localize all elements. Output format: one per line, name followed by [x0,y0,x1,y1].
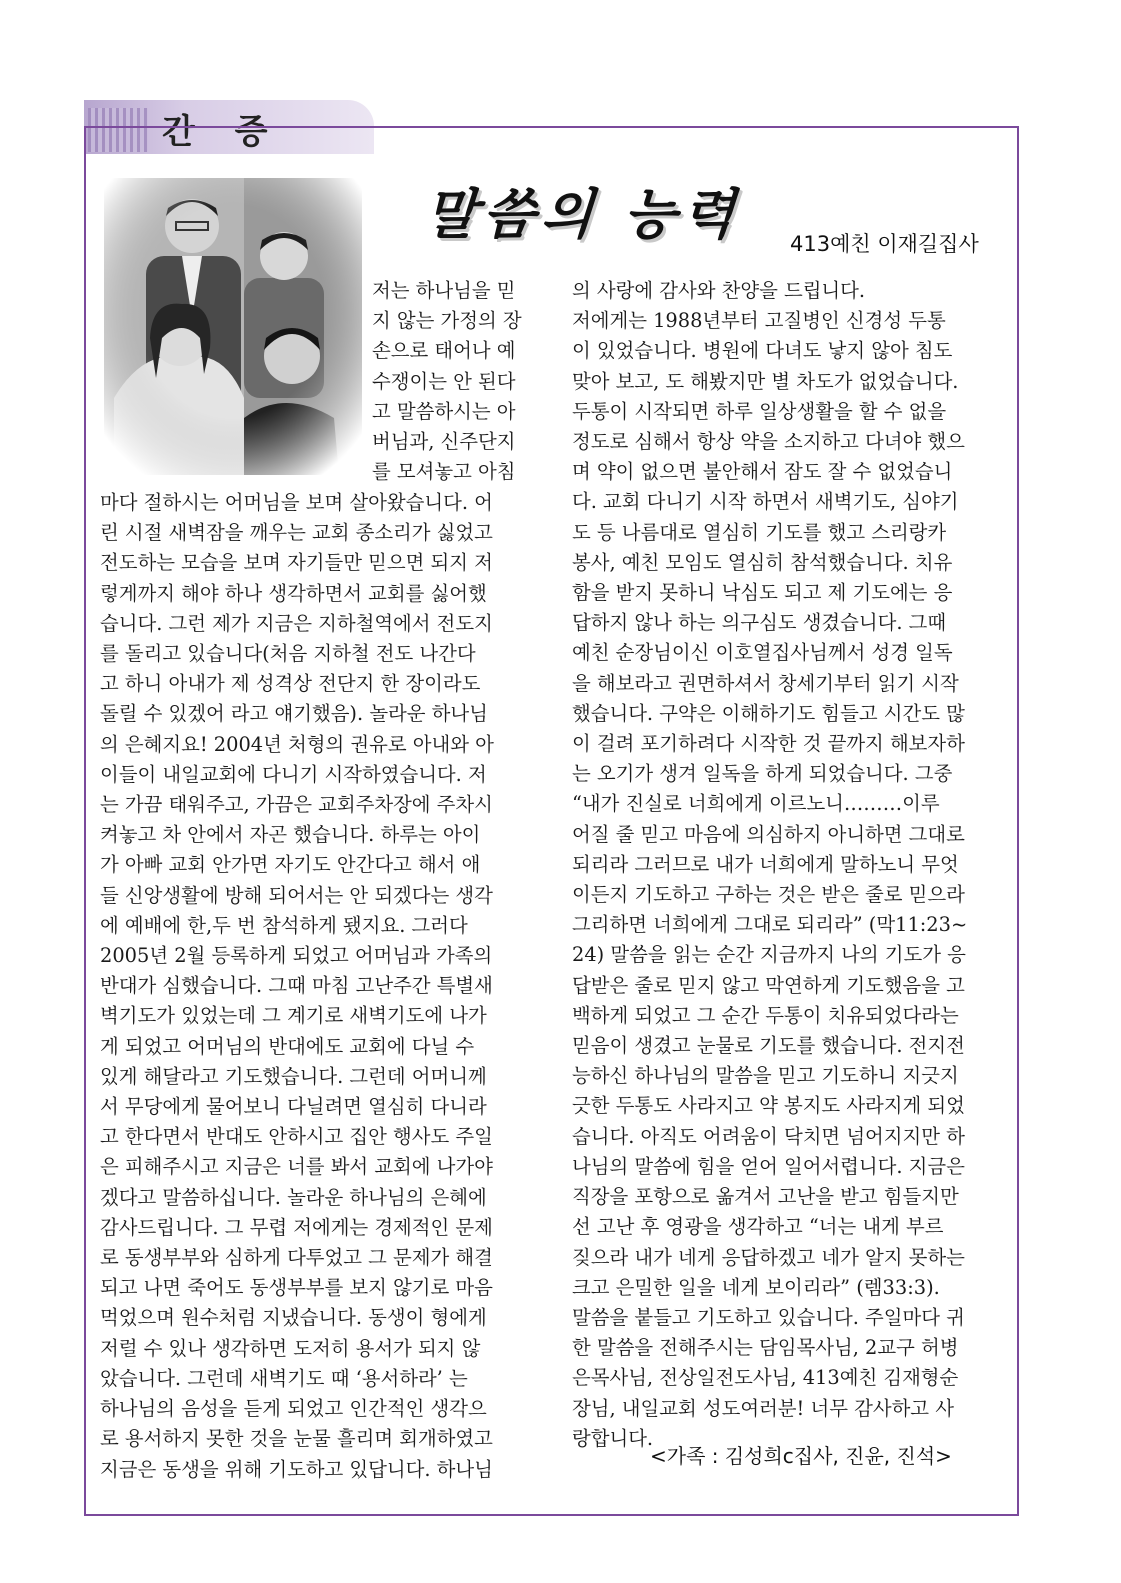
text-line: 고 하니 아내가 제 성격상 전단지 한 장이라도 [100,672,481,696]
text-line: 를 돌리고 있습니다(처음 지하철 전도 나간다 [100,642,476,666]
text-line: 저럴 수 있나 생각하면 도저히 용서가 되지 않 [100,1336,481,1360]
text-line: 버님과, 신주단지 [372,430,516,454]
section-label: 간 증 [162,112,282,152]
text-line: 로 동생부부와 심하게 다투었고 그 문제가 해결 [100,1246,493,1270]
text-line: 2005년 2월 등록하게 되었고 어머님과 가족의 [100,944,493,968]
text-line: 짖으라 내가 네게 응답하겠고 네가 알지 못하는 [572,1245,965,1269]
text-line: 고 한다면서 반대도 안하시고 집안 행사도 주일 [100,1125,493,1149]
text-line: 정도로 심해서 항상 약을 소지하고 다녀야 했으 [572,430,965,454]
text-line: 벽기도가 있었는데 그 계기로 새벽기도에 나가 [100,1004,487,1028]
text-line: 렇게까지 해야 하나 생각하면서 교회를 싫어했 [100,581,487,605]
text-line: 는 가끔 태워주고, 가끔은 교회주차장에 주차시 [100,793,493,817]
column-2 [572,276,1012,1454]
text-line: 은 피해주시고 지금은 너를 봐서 교회에 나가야 [100,1155,493,1179]
text-line: 지금은 동생을 위해 기도하고 있답니다. 하나님 [100,1457,493,1481]
text-line: 습니다. 그런 제가 지금은 지하철역에서 전도지 [100,611,493,635]
text-line: 을 해보라고 권면하셔서 창세기부터 읽기 시작 [572,671,959,695]
text-line: 이든지 기도하고 구하는 것은 받은 줄로 믿으라 [572,883,965,907]
text-line: 했습니다. 구약은 이해하기도 힘들고 시간도 많 [572,701,965,725]
text-line: 습니다. 아직도 어려움이 닥치면 넘어지지만 하 [572,1124,965,1148]
text-line: 한 말씀을 전해주시는 담임목사님, 2교구 허병 [572,1336,959,1360]
family-note: <가족 : 김성희c집사, 진윤, 진석> [650,1444,952,1468]
text-line: 맞아 보고, 도 해봤지만 별 차도가 없었습니다. [572,369,959,393]
text-line: 서 무당에게 물어보니 다닐려면 열심히 다니라 [100,1095,487,1119]
text-line: 가 아빠 교회 안가면 자기도 안간다고 해서 애 [100,853,481,877]
text-line: 백하게 되었고 그 순간 두통이 치유되었다라는 [572,1003,959,1027]
text-line: 다. 교회 다니기 시작 하면서 새벽기도, 심야기 [572,490,959,514]
text-line: 를 모셔놓고 아침 [372,460,516,484]
text-line: 답받은 줄로 믿지 않고 막연하게 기도했음을 고 [572,973,965,997]
text-line: 봉사, 예친 모임도 열심히 참석했습니다. 치유 [572,550,953,574]
text-line: 마다 절하시는 어머님을 보며 살아왔습니다. 어 [100,491,493,514]
text-line: 나님의 말씀에 힘을 얻어 일어서렵니다. 지금은 [572,1154,965,1178]
text-line: 고 말씀하시는 아 [372,399,516,423]
text-line: 하나님의 음성을 듣게 되었고 인간적인 생각으 [100,1397,487,1421]
text-line: 겠다고 말씀하십니다. 놀라운 하나님의 은혜에 [100,1185,487,1209]
text-line: 예친 순장님이신 이호열집사님께서 성경 일독 [572,641,953,665]
text-line: 은목사님, 전상일전도사님, 413예친 김재형순 [572,1366,959,1390]
text-line: 크고 은밀한 일을 네게 보이리라” (렘33:3). [572,1275,940,1299]
text-line: 저는 하나님을 믿 [372,279,516,302]
text-line: 지 않는 가정의 장 [372,309,522,333]
text-line: 수쟁이는 안 된다 [372,369,516,393]
text-line: 그리하면 너희에게 그대로 되리라” (막11:23~ [572,913,968,937]
text-line: 의 은혜지요! 2004년 처형의 권유로 아내와 아 [100,732,494,756]
text-line: 두통이 시작되면 하루 일상생활을 할 수 없을 [572,399,947,423]
text-line: 먹었으며 원수처럼 지냈습니다. 동생이 형에게 [100,1306,487,1330]
text-line: 손으로 태어나 예 [372,339,516,363]
text-line: 저에게는 1988년부터 고질병인 신경성 두통 [572,309,946,333]
text-line: 켜놓고 차 안에서 자곤 했습니다. 하루는 아이 [100,823,481,847]
text-line: 되고 나면 죽어도 동생부부를 보지 않기로 마음 [100,1276,493,1300]
text-line: 로 용서하지 못한 것을 눈물 흘리며 회개하였고 [100,1427,493,1451]
text-line: 았습니다. 그런데 새벽기도 때 ‘용서하라’ 는 [100,1366,468,1390]
text-line: 말씀을 붙들고 기도하고 있습니다. 주일마다 귀 [572,1305,965,1329]
text-line: 는 오기가 생겨 일독을 하게 되었습니다. 그중 [572,762,953,786]
text-line: 어질 줄 믿고 마음에 의심하지 아니하면 그대로 [572,822,965,846]
text-line: 돌릴 수 있겠어 라고 얘기했음). 놀라운 하나님 [100,702,488,726]
text-line: 이들이 내일교회에 다니기 시작하였습니다. 저 [100,762,487,786]
text-line: 감사드립니다. 그 무렵 저에게는 경제적인 문제 [100,1215,493,1239]
text-line: “내가 진실로 너희에게 이르노니………이루 [572,792,940,816]
text-line: 도 등 나름대로 열심히 기도를 했고 스리랑카 [572,520,947,544]
text-line: 함을 받지 못하니 낙심도 되고 제 기도에는 응 [572,581,953,605]
column-1-top [372,276,542,487]
text-line: 의 사랑에 감사와 찬양을 드립니다. [572,279,866,302]
text-line: 되리라 그러므로 내가 너희에게 말하노니 무엇 [572,852,959,876]
text-line: 전도하는 모습을 보며 자기들만 믿으면 되지 저 [100,551,493,575]
text-line: 린 시절 새벽잠을 깨우는 교회 종소리가 싫었고 [100,521,493,545]
text-line: 긋한 두통도 사라지고 약 봉지도 사라지게 되었 [572,1094,965,1118]
text-line: 며 약이 없으면 불안해서 잠도 잘 수 없었습니 [572,460,953,484]
text-line: 게 되었고 어머님의 반대에도 교회에 다닐 수 [100,1034,475,1058]
text-line: 선 고난 후 영광을 생각하고 “너는 내게 부르 [572,1215,944,1239]
text-line: 능하신 하나님의 말씀을 믿고 기도하니 지긋지 [572,1064,959,1088]
text-line: 이 있었습니다. 병원에 다녀도 낳지 않아 침도 [572,339,953,363]
text-line: 24) 말씀을 읽는 순간 지금까지 나의 기도가 응 [572,943,966,967]
text-line: 에 예배에 한,두 번 참석하게 됐지요. 그러다 [100,913,468,937]
family-photo [104,178,362,475]
text-line: 이 걸려 포기하려다 시작한 것 끝까지 해보자하 [572,732,965,756]
text-line: 반대가 심했습니다. 그때 마침 고난주간 특별새 [100,974,493,998]
column-1 [100,488,542,1485]
text-line: 믿음이 생겼고 눈물로 기도를 했습니다. 전지전 [572,1034,965,1058]
article-title: 말씀의 능력 [422,182,743,246]
article-author: 413예친 이재길집사 [790,232,979,256]
text-line: 직장을 포항으로 옮겨서 고난을 받고 힘들지만 [572,1185,959,1209]
text-line: 있게 해달라고 기도했습니다. 그런데 어머니께 [100,1064,487,1088]
text-line: 답하지 않나 하는 의구심도 생겼습니다. 그때 [572,611,947,635]
text-line: 들 신앙생활에 방해 되어서는 안 되겠다는 생각 [100,883,493,907]
text-line: 랑합니다. [572,1426,654,1450]
text-line: 장님, 내일교회 성도여러분! 너무 감사하고 사 [572,1396,954,1420]
